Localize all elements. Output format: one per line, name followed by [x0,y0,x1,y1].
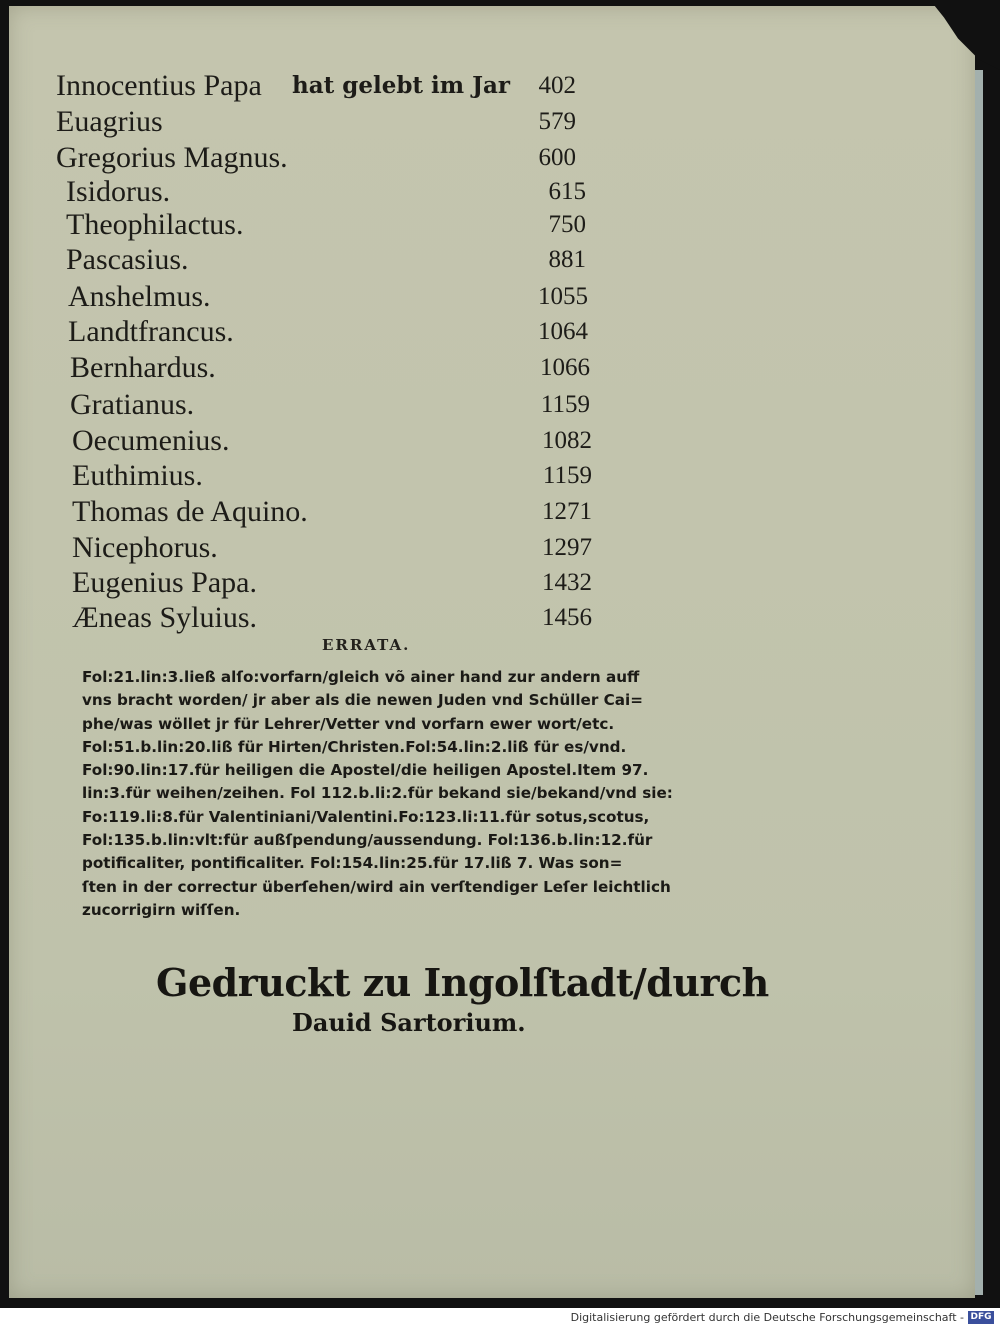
entry-year: 750 [548,211,586,238]
errata-line: potificaliter, pontificaliter. Fol:154.lin:25.für 17.liß 7. Was son= [82,854,623,873]
entry-name: Thomas de Aquino. [72,495,308,528]
printer-name: Dauid Sartorium. [292,1008,526,1037]
list-item [72,530,592,566]
list-item [70,350,590,386]
errata-line: zucorrigirn wiſſen. [82,900,241,919]
entry-name: Landtfrancus. [68,315,234,348]
entry-name: Euthimius. [72,459,203,492]
list-item [66,174,586,210]
errata-line: vns bracht worden/ jr aber als die newen Juden vnd Schüller Cai= [82,691,643,710]
list-item [72,423,592,459]
errata-line: phe/was wöllet jr für Lehrer/Vetter vnd vorfarn ewer wort/etc. [82,714,615,733]
list-item [56,140,576,176]
list-item [56,68,576,104]
errata-line: Fol:135.b.lin:vlt:für außſpendung/aussendung. Fol:136.b.lin:12.für [82,831,653,850]
entry-name: Gregorius Magnus. [56,141,288,174]
entry-name: Isidorus. [66,175,171,208]
imprint-line: Gedruckt zu Ingolſtadt/durch [156,960,769,1005]
entry-year: 1271 [542,498,592,525]
entry-name: Eugenius Papa. [72,566,257,599]
entry-name: Pascasius. [66,243,189,276]
errata-paragraph [82,666,712,922]
entry-year: 1159 [540,391,590,418]
entry-year: 1082 [542,427,592,454]
entry-name: Anshelmus. [68,280,211,313]
entry-note: hat gelebt im Jar [292,72,511,99]
entry-year: 1064 [538,318,588,345]
list-item [68,279,588,315]
entry-name: Euagrius [56,105,163,138]
errata-line: Fol:90.lin:17.für heiligen die Apostel/die heiligen Apostel.Item 97. [82,761,649,780]
entry-year: 1456 [542,604,592,631]
entry-year: 1055 [538,283,588,310]
entry-name: Oecumenius. [72,424,230,457]
entry-year: 615 [548,178,586,205]
page-edge [975,70,983,1295]
list-item [72,494,592,530]
entry-name: Nicephorus. [72,531,218,564]
list-item [72,458,592,494]
errata-line: ſten in der correctur überſehen/wird ain verſtendiger Leſer leichtlich [82,877,671,896]
entry-year: 600 [538,144,576,171]
entry-name: Gratianus. [70,388,195,421]
dfg-logo-icon: DFG [968,1311,994,1324]
errata-line: Fol:21.lin:3.ließ alſo:vorfarn/gleich võ ainer hand zur andern auff [82,668,640,686]
errata-line: lin:3.für weihen/zeihen. Fol 112.b.li:2.für bekand sie/bekand/vnd sie: [82,784,673,803]
entry-name: Innocentius Papa [56,69,262,102]
list-item [72,565,592,601]
list-item [72,600,592,636]
entry-name: Theophilactus. [66,208,244,241]
entry-year: 881 [548,246,586,273]
entry-year: 402 [538,72,576,99]
list-item [56,104,576,140]
errata-line: Fo:119.li:8.für Valentiniani/Valentini.Fo:123.li:11.für sotus,scotus, [82,807,650,826]
funding-credit: Digitalisierung gefördert durch die Deutsche Forschungsgemeinschaft - [570,1311,964,1324]
entry-name: Æneas Syluius. [72,601,258,634]
errata-line: Fol:51.b.lin:20.liß für Hirten/Christen.Fol:54.lin:2.liß für es/vnd. [82,737,627,756]
entry-year: 1066 [540,354,590,381]
entry-name: Bernhardus. [70,351,216,384]
entry-year: 1297 [542,534,592,561]
list-item [70,387,590,423]
list-item [68,314,588,350]
list-item [66,207,586,243]
entry-year: 1159 [542,462,592,489]
entry-year: 579 [538,108,576,135]
entry-year: 1432 [542,569,592,596]
list-item [66,242,586,278]
errata-heading: ERRATA. [322,636,411,654]
